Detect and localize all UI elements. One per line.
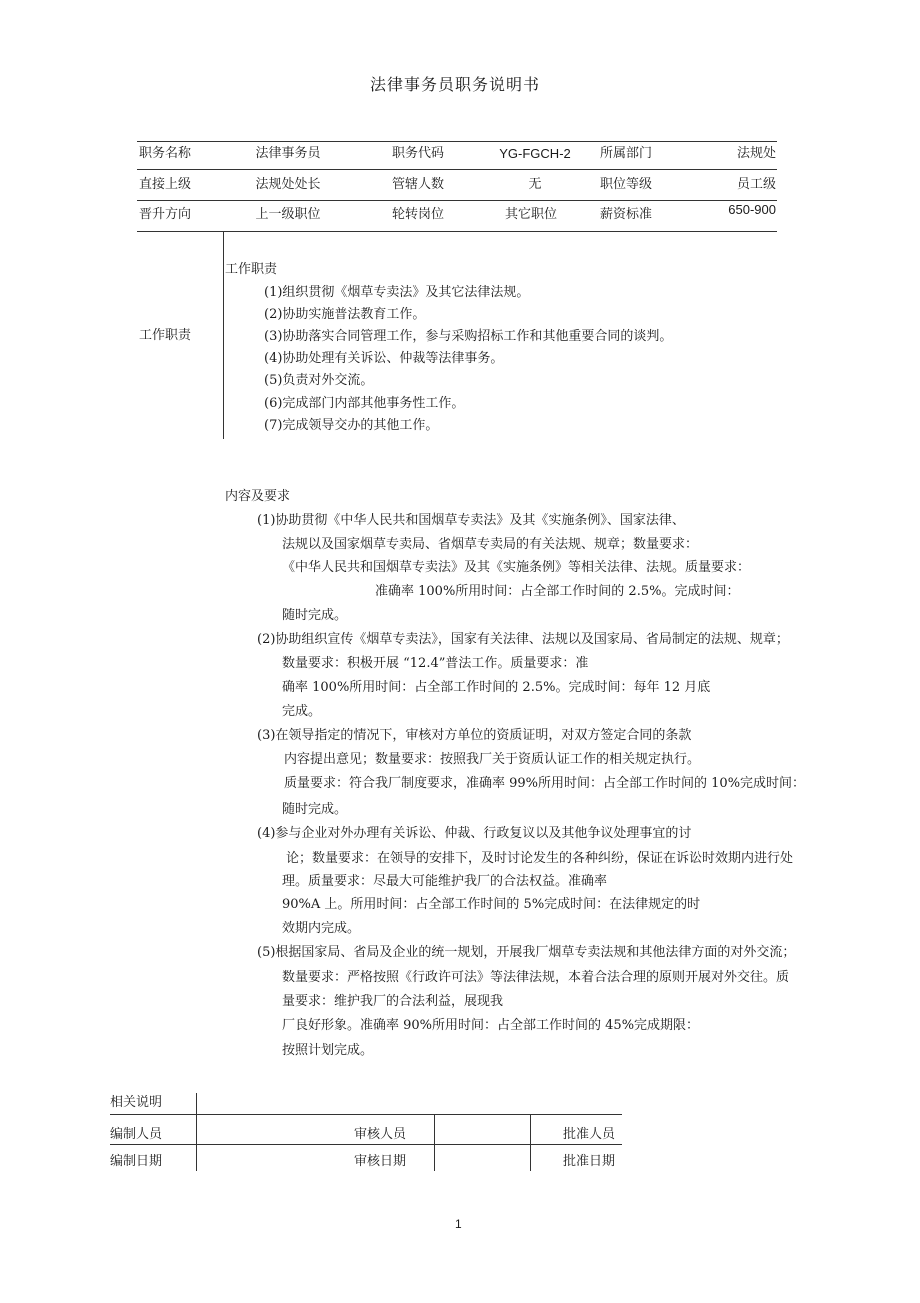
- list-item: (4)协助处理有关诉讼、仲裁等法律事务。: [264, 351, 504, 366]
- label-direct-superior: 直接上级: [139, 177, 192, 192]
- label-salary: 薪资标准: [599, 207, 652, 222]
- list-item: (1)组织贯彻《烟草专卖法》及其它法律法规。: [264, 285, 530, 300]
- content-line: (4)参与企业对外办理有关诉讼、仲裁、行政复议以及其他争议处理事宜的讨: [257, 826, 692, 841]
- label-department: 所属部门: [599, 146, 652, 161]
- value-department: 法规处: [736, 146, 776, 161]
- label-subordinates: 管辖人数: [391, 177, 444, 192]
- label-promotion: 晋升方向: [139, 207, 192, 222]
- content-line: 按照计划完成。: [282, 1043, 374, 1058]
- list-item: (5)负责对外交流。: [264, 373, 374, 388]
- label-grade: 职位等级: [599, 177, 652, 192]
- content-line: 准确率 100%所用时间：占全部工作时间的 2.5%。完成时间：: [375, 584, 740, 599]
- content-line: 论；数量要求：在领导的安排下，及时讨论发生的各种纠纷，保证在诉讼时效期内进行处: [286, 851, 794, 866]
- compile-date-label: 编制日期: [110, 1154, 163, 1169]
- value-salary: 650-900: [728, 202, 776, 217]
- duties-heading: 工作职责: [225, 262, 278, 277]
- content-line: 质量要求：符合我厂制度要求，准确率 99%所用时间：占全部工作时间的 10%完成时间：: [284, 776, 806, 791]
- approve-date-label: 批准日期: [563, 1154, 616, 1169]
- content-line: 数量要求：严格按照《行政许可法》等法律法规，本着合法合理的原则开展对外交往。质: [282, 970, 790, 985]
- value-position-code: YG-FGCH-2: [499, 146, 571, 161]
- value-grade: 员工级: [736, 177, 776, 192]
- approver-label: 批准人员: [563, 1127, 616, 1142]
- content-line: 厂良好形象。准确率 90%所用时间：占全部工作时间的 45%完成期限：: [282, 1018, 700, 1033]
- label-rotation: 轮转岗位: [391, 207, 444, 222]
- value-direct-superior: 法规处处长: [255, 177, 321, 192]
- content-line: 法规以及国家烟草专卖局、省烟草专卖局的有关法规、规章；数量要求：: [282, 537, 699, 552]
- content-line: (3)在领导指定的情况下，审核对方单位的资质证明，对双方签定合同的条款: [257, 728, 692, 743]
- content-line: 理。质量要求：尽最大可能维护我厂的合法权益。准确率: [282, 874, 608, 889]
- content-line: 《中华人民共和国烟草专卖法》及其《实施条例》等相关法律、法规。质量要求：: [282, 560, 751, 575]
- content-line: 确率 100%所用时间：占全部工作时间的 2.5%。完成时间：每年 12 月底: [282, 680, 711, 695]
- page-number: 1: [455, 1217, 462, 1231]
- label-position-name: 职务名称: [139, 146, 192, 161]
- reviewer-label: 审核人员: [354, 1127, 407, 1142]
- page-title: 法律事务员职务说明书: [369, 75, 540, 94]
- related-notes-label: 相关说明: [110, 1095, 163, 1110]
- duties-row-label: 工作职责: [139, 328, 192, 343]
- table-row-divider: [137, 200, 777, 201]
- content-line: (1)协助贯彻《中华人民共和国烟草专卖法》及其《实施条例》、国家法律、: [257, 513, 685, 528]
- list-item: (2)协助实施普法教育工作。: [264, 307, 426, 322]
- content-line: 随时完成。: [282, 608, 348, 623]
- list-item: (6)完成部门内部其他事务性工作。: [264, 396, 465, 411]
- table-row-divider: [137, 169, 777, 170]
- content-heading: 内容及要求: [225, 489, 291, 504]
- content-line: 完成。: [282, 704, 322, 719]
- value-subordinates: 无: [528, 177, 542, 192]
- content-line: 效期内完成。: [282, 921, 361, 936]
- content-line: (2)协助组织宣传《烟草专卖法》，国家有关法律、法规以及国家局、省局制定的法规、规章；: [257, 632, 789, 647]
- value-promotion: 上一级职位: [255, 207, 321, 222]
- list-item: (3)协助落实合同管理工作，参与采购招标工作和其他重要合同的谈判。: [264, 329, 673, 344]
- content-line: 随时完成。: [282, 802, 348, 817]
- table-bottom-border: [137, 231, 777, 232]
- content-line: 量要求：维护我厂的合法利益，展现我: [282, 994, 504, 1009]
- content-line: 90%A 上。所用时间：占全部工作时间的 5%完成时间：在法律规定的时: [282, 897, 701, 912]
- approval-col-divider: [530, 1114, 531, 1171]
- value-rotation: 其它职位: [504, 207, 557, 222]
- approval-col-divider: [196, 1093, 197, 1171]
- content-line: 数量要求：积极开展 “12.4”普法工作。质量要求：准: [282, 656, 589, 671]
- approval-row-divider: [110, 1114, 622, 1115]
- review-date-label: 审核日期: [354, 1154, 407, 1169]
- value-position-name: 法律事务员: [255, 146, 321, 161]
- content-line: 内容提出意见；数量要求：按照我厂关于资质认证工作的相关规定执行。: [284, 752, 701, 767]
- approval-col-divider: [434, 1114, 435, 1171]
- list-item: (7)完成领导交办的其他工作。: [264, 418, 439, 433]
- compiler-label: 编制人员: [110, 1127, 163, 1142]
- duties-divider: [223, 231, 224, 439]
- label-position-code: 职务代码: [391, 146, 444, 161]
- content-line: (5)根据国家局、省局及企业的统一规划，开展我厂烟草专卖法规和其他法律方面的对外交流；: [257, 945, 796, 960]
- approval-row-divider: [110, 1144, 622, 1145]
- table-top-border: [137, 141, 777, 142]
